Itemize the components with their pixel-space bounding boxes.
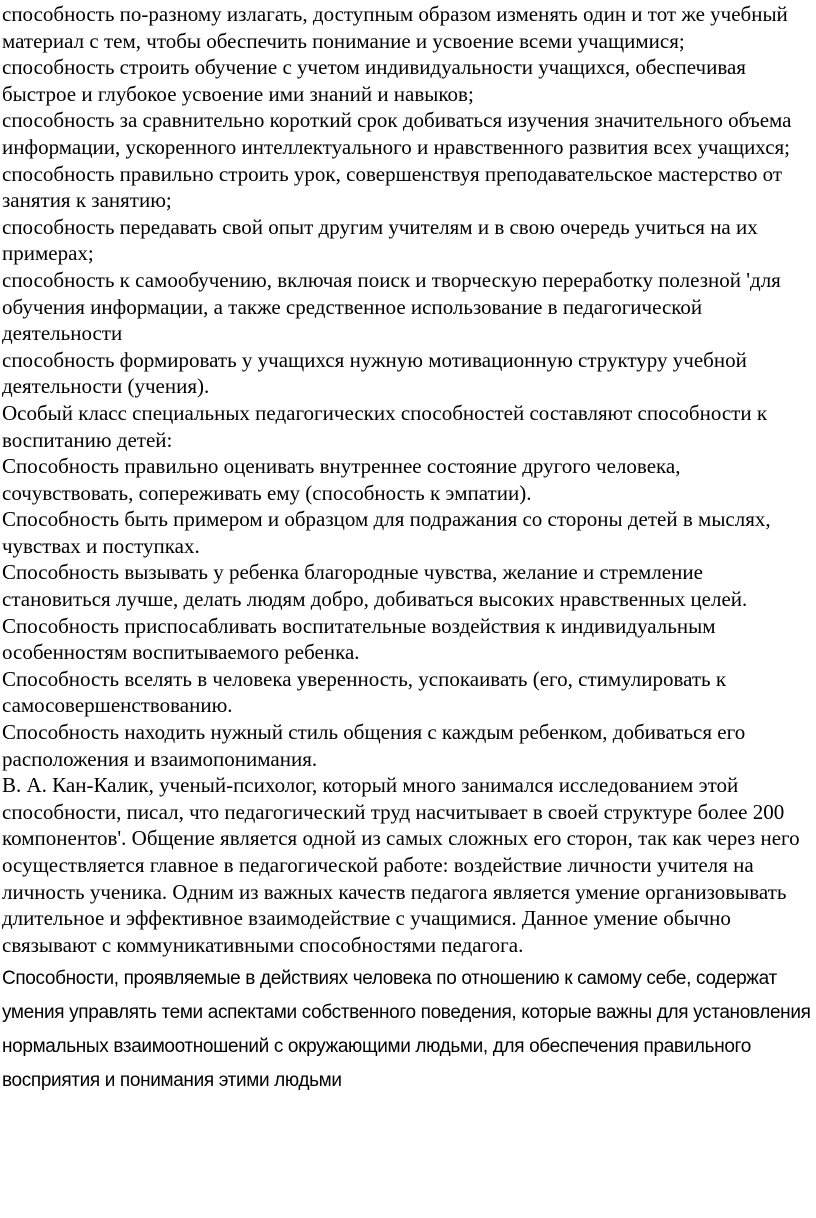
paragraph-self-directed-abilities: Способности, проявляемые в действиях человека по отношению к самому себе, содержат умения управлять теми аспектами собственного поведения, которые важны для установления нормальных взаимоотношений с окружающими людьми, для обеспечения правильного восприятия и понимания этими людьми bbox=[2, 968, 811, 1092]
paragraph-ability-empathy: Способность правильно оценивать внутреннее состояние другого человека, сочувствовать, сопереживать ему (способность к эмпатии). bbox=[2, 454, 681, 505]
paragraph-kan-kalik: В. А. Кан-Калик, ученый-психолог, который много занимался исследованием этой способности, писал, что педагогический труд насчитывает в своей структуре более 200 компонентов'. Общение является одной из самых сложных его сторон, так как через него осуществляется главное в педагогической работе: воздействие личности учителя на личность ученика. Одним из важных качеств педагога является умение организовывать длительное и эффективное взаимодействие с учащимися. Данное умение обычно связывают с коммуникативными способностями педагога. bbox=[2, 773, 800, 957]
paragraph-ability-short-term-study: способность за сравнительно короткий срок добиваться изучения значительного объема информации, ускоренного интеллектуального и нравственного развития всех учащихся; bbox=[2, 108, 792, 159]
paragraph-ability-self-learning: способность к самообучению, включая поиск и творческую переработку полезной 'для обучения информации, а также средственное использование в педагогической деятельности bbox=[2, 267, 781, 346]
serif-text-block bbox=[2, 1, 816, 958]
paragraph-ability-instill-confidence: Способность вселять в человека уверенность, успокаивать (его, стимулировать к самосовершенствованию. bbox=[2, 666, 727, 718]
paragraph-special-class-intro: Особый класс специальных педагогических способностей составляют способности к воспитанию детей: bbox=[2, 400, 768, 452]
paragraph-ability-present-material: способность по-разному излагать, доступным образом изменять один и тот же учебный материал с тем, чтобы обеспечить понимание и усвоение всеми учащимися; bbox=[2, 2, 788, 53]
paragraph-ability-build-lesson: способность правильно строить урок, совершенствуя преподавательское мастерство от занятия к занятию; bbox=[2, 161, 783, 213]
paragraph-ability-share-experience: способность передавать свой опыт другим учителям и в свою очередь учиться на их примерах; bbox=[2, 214, 758, 266]
paragraph-ability-motivation: способность формировать у учащихся нужную мотивационную структуру учебной деятельности (учения). bbox=[2, 347, 747, 399]
paragraph-ability-individual-learning: способность строить обучение с учетом индивидуальности учащихся, обеспечивая быстрое и глубокое усвоение ими знаний и навыков; bbox=[2, 55, 746, 106]
paragraph-ability-communication-style: Способность находить нужный стиль общения с каждым ребенком, добиваться его расположения и взаимопонимания. bbox=[2, 720, 746, 771]
sans-text-block bbox=[2, 962, 816, 1098]
paragraph-ability-adapt-influence: Способность приспосабливать воспитательные воздействия к индивидуальным особенностям воспитываемого ребенка. bbox=[2, 613, 716, 665]
paragraph-ability-noble-feelings: Способность вызывать у ребенка благородные чувства, желание и стремление становиться лучше, делать людям добро, добиваться высоких нравственных целей. bbox=[2, 560, 748, 612]
paragraph-ability-role-model: Способность быть примером и образцом для подражания со стороны детей в мыслях, чувствах и поступках. bbox=[2, 507, 771, 558]
